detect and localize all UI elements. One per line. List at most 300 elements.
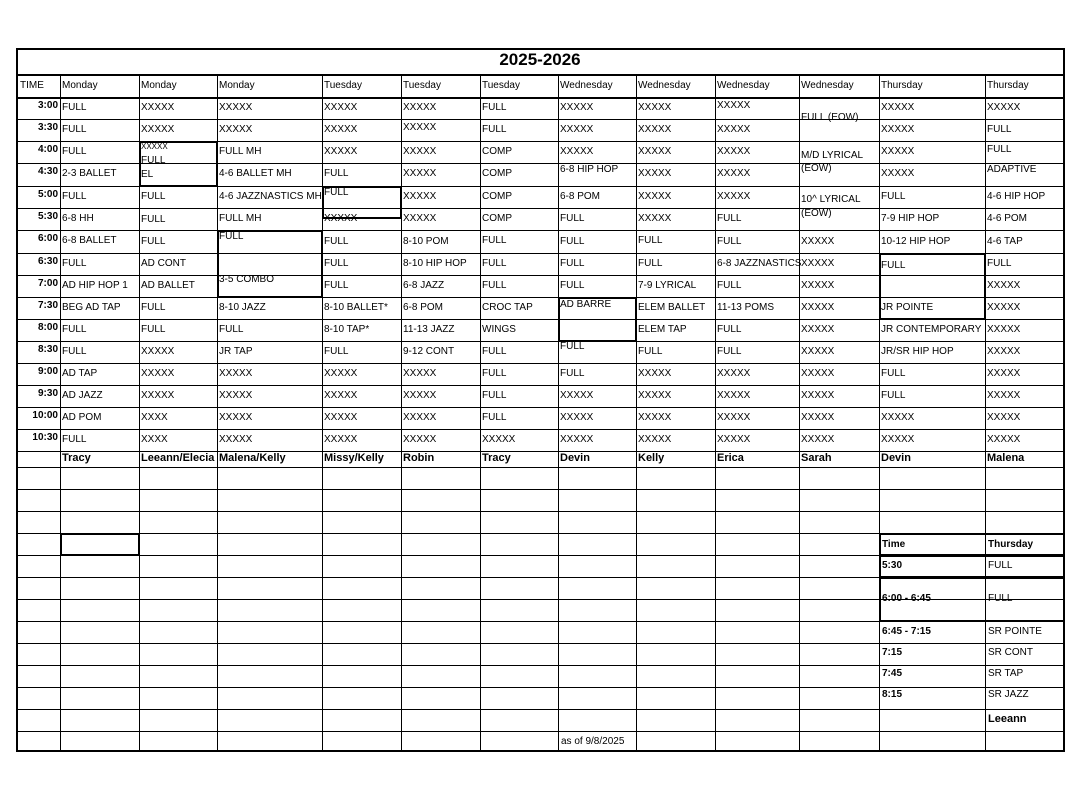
- page-title: 2025-2026: [499, 50, 581, 69]
- time-label: 9:00: [37, 366, 58, 377]
- row-line: [16, 643, 1064, 644]
- column-line: [480, 74, 481, 751]
- teacher-name: Robin: [403, 452, 435, 464]
- column-line: [799, 74, 800, 751]
- class-cell: XXXX: [141, 434, 168, 445]
- class-cell: XXXXX: [801, 302, 835, 313]
- teacher-name: Tracy: [482, 452, 511, 464]
- row-line: [16, 407, 1064, 408]
- class-cell: 4-6 TAP: [987, 236, 1023, 247]
- side-time-label: 7:45: [882, 668, 903, 679]
- class-cell: FULL: [62, 324, 87, 335]
- class-cell: XXXXX: [324, 390, 358, 401]
- row-line: [16, 275, 1064, 276]
- time-label: 3:00: [37, 100, 58, 111]
- column-line: [558, 74, 559, 751]
- column-line: [715, 74, 716, 751]
- class-cell: 6-8 HH: [62, 213, 94, 224]
- row-line: [16, 74, 1064, 76]
- class-cell: XXXXX: [638, 368, 672, 379]
- teacher-name: Kelly: [638, 452, 665, 464]
- row-line: [16, 341, 1064, 342]
- class-cell: 6-8 HIP HOP: [560, 164, 619, 175]
- class-cell: XXXXX: [560, 102, 594, 113]
- teacher-name: Missy/Kelly: [324, 452, 384, 464]
- side-time-header: Time: [882, 539, 906, 550]
- teacher-name: Leeann/Elecia: [141, 452, 215, 464]
- class-cell: XXXXX: [219, 412, 253, 423]
- day-header: Wednesday: [717, 80, 770, 91]
- row-line: [16, 687, 1064, 688]
- class-cell: 3-5 COMBO: [219, 274, 275, 285]
- as-of-date: as of 9/8/2025: [561, 736, 625, 747]
- side-time-label: 6:45 - 7:15: [882, 626, 931, 637]
- side-row-box: [1063, 555, 1065, 577]
- class-cell: FULL: [62, 346, 87, 357]
- row-line: [16, 429, 1064, 430]
- class-cell: 8-10 HIP HOP: [403, 258, 467, 269]
- class-cell: ELEM TAP: [638, 324, 687, 335]
- class-cell: XXXXX: [881, 412, 915, 423]
- time-label: 9:30: [37, 388, 58, 399]
- time-label: 4:00: [37, 144, 58, 155]
- class-cell: XXXXX: [403, 168, 437, 179]
- row-line: [16, 489, 1064, 490]
- class-cell: XXXXX: [801, 324, 835, 335]
- time-label: 8:00: [37, 322, 58, 333]
- class-cell: XXXXX: [403, 368, 437, 379]
- class-cell: FULL: [324, 187, 349, 198]
- class-cell: XXXXX: [801, 412, 835, 423]
- class-cell: FULL: [560, 258, 585, 269]
- class-cell: FULL: [987, 144, 1012, 155]
- class-cell: XXXXX: [560, 434, 594, 445]
- column-line: [60, 74, 61, 751]
- day-header: Monday: [141, 80, 177, 91]
- class-cell: 8-10 BALLET*: [324, 302, 388, 313]
- time-header: TIME: [20, 80, 44, 91]
- day-header: Wednesday: [560, 80, 613, 91]
- side-time-label: 6:00 - 6:45: [882, 593, 931, 604]
- class-cell: COMP: [482, 146, 512, 157]
- class-cell: FULL: [324, 258, 349, 269]
- class-cell: XXXXX: [324, 368, 358, 379]
- column-line: [879, 74, 880, 751]
- side-time-label: 7:15: [882, 647, 903, 658]
- time-label: 6:30: [37, 256, 58, 267]
- class-cell: COMP: [482, 168, 512, 179]
- class-cell: FULL: [482, 258, 507, 269]
- class-cell: XXXXX: [638, 390, 672, 401]
- class-cell: AD CONT: [141, 258, 186, 269]
- class-cell: 11-13 POMS: [717, 302, 775, 313]
- class-cell: FULL: [560, 280, 585, 291]
- time-label: 3:30: [37, 122, 58, 133]
- border-left: [16, 48, 18, 751]
- side-time-label: 8:15: [882, 689, 903, 700]
- class-cell: XXXXX: [560, 412, 594, 423]
- class-cell: 8-10 POM: [403, 236, 449, 247]
- time-label: 7:00: [37, 278, 58, 289]
- class-cell: XXXXX: [560, 390, 594, 401]
- side-row-box: [879, 555, 881, 577]
- class-cell: XXXXX: [881, 124, 915, 135]
- class-cell: (EOW): [801, 163, 832, 174]
- day-header: Monday: [219, 80, 255, 91]
- teacher-name: Devin: [560, 452, 590, 464]
- class-cell: FULL: [717, 280, 742, 291]
- class-cell: XXXXX: [219, 368, 253, 379]
- merged-cell: [321, 230, 323, 297]
- class-cell: XXXXX: [717, 146, 751, 157]
- row-line: [16, 731, 1064, 732]
- border-bottom: [16, 750, 1065, 752]
- class-cell: ELEM BALLET: [638, 302, 706, 313]
- day-header: Monday: [62, 80, 98, 91]
- class-cell: FULL: [482, 346, 507, 357]
- merged-cell: [879, 318, 985, 320]
- day-header: Tuesday: [403, 80, 441, 91]
- class-cell: 7-9 HIP HOP: [881, 213, 940, 224]
- class-cell: XXXXX: [881, 146, 915, 157]
- class-cell: XXXXX: [403, 146, 437, 157]
- class-cell: XXXXX: [881, 434, 915, 445]
- class-cell: FULL: [560, 236, 585, 247]
- class-cell: 6-8 POM: [560, 191, 601, 202]
- class-cell: 6-8 BALLET: [62, 235, 117, 246]
- selected-cell: [60, 533, 62, 555]
- class-cell: XXXXX: [141, 124, 175, 135]
- class-cell: FULL: [638, 235, 663, 246]
- class-cell: XXXXX: [717, 390, 751, 401]
- class-cell: XXXXX: [717, 124, 751, 135]
- side-class-cell: FULL: [988, 560, 1013, 571]
- day-header: Wednesday: [638, 80, 691, 91]
- class-cell: XXXXX: [987, 412, 1021, 423]
- side-class-cell: SR POINTE: [988, 626, 1042, 637]
- class-cell: CROC TAP: [482, 302, 533, 313]
- merged-cell: [139, 185, 217, 187]
- side-header-box: [879, 533, 881, 555]
- class-cell: FULL: [482, 124, 507, 135]
- class-cell: AD POM: [62, 412, 102, 423]
- class-cell: JR TAP: [219, 346, 253, 357]
- row-line: [16, 297, 1064, 298]
- class-cell: FULL: [482, 235, 507, 246]
- class-cell: XXXXX: [219, 124, 253, 135]
- class-cell: FULL: [482, 102, 507, 113]
- class-cell: FULL: [324, 168, 349, 179]
- time-label: 5:30: [37, 211, 58, 222]
- day-header: Thursday: [987, 80, 1029, 91]
- class-cell: XXXXX: [403, 390, 437, 401]
- row-line: [16, 467, 1064, 468]
- class-cell: XXXXX: [219, 102, 253, 113]
- row-line: [16, 511, 1064, 512]
- side-teacher-name: Leeann: [988, 713, 1027, 725]
- day-header: Thursday: [881, 80, 923, 91]
- class-cell: XXXXX: [638, 124, 672, 135]
- class-cell: XXXXX: [638, 191, 672, 202]
- merged-cell: [400, 186, 402, 218]
- teacher-name: Devin: [881, 452, 911, 464]
- class-cell: XXXXX: [638, 213, 672, 224]
- merged-cell: [635, 297, 637, 341]
- column-line: [401, 74, 402, 751]
- class-cell: XXXXX: [403, 412, 437, 423]
- class-cell: FULL: [482, 368, 507, 379]
- class-cell: FULL: [717, 213, 742, 224]
- class-cell: FULL: [482, 390, 507, 401]
- class-cell: FULL: [62, 258, 87, 269]
- day-header: Tuesday: [324, 80, 362, 91]
- class-cell: XXXXX: [324, 434, 358, 445]
- side-class-cell: SR CONT: [988, 647, 1033, 658]
- class-cell: FULL: [560, 213, 585, 224]
- class-cell: COMP: [482, 213, 512, 224]
- row-line: [16, 385, 1064, 386]
- class-cell: XXXXX: [801, 236, 835, 247]
- class-cell: AD JAZZ: [62, 390, 103, 401]
- class-cell: FULL: [560, 341, 585, 352]
- side-class-cell: SR TAP: [988, 668, 1024, 679]
- time-label: 4:30: [37, 166, 58, 177]
- selected-cell: [138, 533, 140, 555]
- side-row-box: [879, 577, 1064, 579]
- side-row-box: [879, 577, 881, 621]
- class-cell: FULL: [987, 124, 1012, 135]
- class-cell: FULL: [717, 346, 742, 357]
- class-cell: 10-12 HIP HOP: [881, 236, 951, 247]
- class-cell: XXXXX: [219, 434, 253, 445]
- row-line: [16, 709, 1064, 710]
- row-line: [16, 97, 1064, 99]
- time-label: 5:00: [37, 189, 58, 200]
- row-line: [16, 208, 1064, 209]
- class-cell: XXXXX: [403, 191, 437, 202]
- class-cell: XXXXX: [324, 146, 358, 157]
- class-cell: XXXXX: [717, 168, 751, 179]
- row-line: [16, 230, 1064, 231]
- selected-cell: [60, 554, 139, 556]
- class-cell: XXXXX: [324, 412, 358, 423]
- class-cell: FULL: [219, 231, 244, 242]
- class-cell: FULL: [62, 124, 87, 135]
- class-cell: XXXXX: [717, 100, 751, 111]
- class-cell: FULL: [62, 146, 87, 157]
- class-cell: XXXXX: [638, 434, 672, 445]
- class-cell: JR POINTE: [881, 302, 934, 313]
- class-cell: XXXXX: [801, 434, 835, 445]
- class-cell: FULL MH: [219, 146, 262, 157]
- merged-cell: [879, 253, 985, 255]
- class-cell: XXXXX: [801, 280, 835, 291]
- class-cell: AD TAP: [62, 368, 98, 379]
- side-header-box: [1063, 533, 1065, 555]
- class-cell: FULL: [717, 324, 742, 335]
- class-cell: XXXXX: [987, 102, 1021, 113]
- class-cell: JR/SR HIP HOP: [881, 346, 954, 357]
- class-cell: XXXXX: [801, 390, 835, 401]
- class-cell: FULL: [62, 191, 87, 202]
- class-cell: XXXXX: [324, 102, 358, 113]
- class-cell: FULL: [482, 280, 507, 291]
- class-cell: FULL: [62, 102, 87, 113]
- class-cell: XXXXX: [141, 142, 168, 151]
- class-cell: XXXXX: [638, 102, 672, 113]
- class-cell: FULL: [141, 191, 166, 202]
- class-cell: XXXXX: [987, 368, 1021, 379]
- class-cell: WINGS: [482, 324, 516, 335]
- time-label: 10:30: [32, 432, 58, 443]
- side-row-box: [879, 555, 1064, 557]
- class-cell: XXXXX: [987, 324, 1021, 335]
- class-cell: XXXXX: [801, 368, 835, 379]
- class-cell: FULL: [560, 368, 585, 379]
- side-time-label: 5:30: [882, 560, 903, 571]
- class-cell: FULL: [219, 324, 244, 335]
- column-line: [322, 74, 323, 751]
- class-cell: ADAPTIVE: [987, 164, 1037, 175]
- class-cell: AD BARRE: [560, 299, 612, 310]
- class-cell: AD BALLET: [141, 280, 195, 291]
- class-cell: FULL: [324, 280, 349, 291]
- class-cell: XXXXX: [141, 102, 175, 113]
- class-cell: FULL: [638, 346, 663, 357]
- class-cell: 9-12 CONT: [403, 346, 455, 357]
- class-cell: XXXXX: [881, 168, 915, 179]
- class-cell: XXXXX: [717, 368, 751, 379]
- class-cell: 2-3 BALLET: [62, 168, 117, 179]
- class-cell: FULL MH: [219, 213, 262, 224]
- side-day-header: Thursday: [988, 539, 1034, 550]
- class-cell: XXXXX: [403, 122, 437, 133]
- class-cell: 6-8 JAZZ: [403, 280, 445, 291]
- class-cell: 8-10 TAP*: [324, 324, 370, 335]
- row-line: [16, 163, 1064, 164]
- class-cell: XXXXX: [638, 168, 672, 179]
- class-cell: XXXXX: [717, 191, 751, 202]
- teacher-name: Malena: [987, 452, 1025, 464]
- class-cell: 6-8 POM: [403, 302, 444, 313]
- class-cell: FULL: [141, 236, 166, 247]
- class-cell: XXXXX: [403, 434, 437, 445]
- class-cell: AD HIP HOP 1: [62, 280, 128, 291]
- side-class-cell: SR JAZZ: [988, 689, 1029, 700]
- row-line: [16, 119, 1064, 120]
- class-cell: 4-6 HIP HOP: [987, 191, 1046, 202]
- class-cell: XXXXX: [638, 146, 672, 157]
- class-cell: XXXXX: [403, 102, 437, 113]
- class-cell: (EOW): [801, 208, 832, 219]
- class-cell: XXXXX: [219, 390, 253, 401]
- class-cell: 4-6 JAZZNASTICS MH: [219, 191, 322, 202]
- selected-cell: [60, 533, 139, 535]
- class-cell: JR CONTEMPORARY: [881, 324, 982, 335]
- class-cell: COMP: [482, 191, 512, 202]
- class-cell: FULL: [324, 346, 349, 357]
- class-cell: XXXXX: [987, 346, 1021, 357]
- class-cell: XXXX: [141, 412, 168, 423]
- class-cell: FULL: [482, 412, 507, 423]
- row-line: [16, 363, 1064, 364]
- class-cell: 4-6 BALLET MH: [219, 168, 292, 179]
- class-cell: FULL: [324, 236, 349, 247]
- class-cell: 8-10 JAZZ: [219, 302, 266, 313]
- teacher-name: Sarah: [801, 452, 832, 464]
- class-cell: XXXXX: [717, 434, 751, 445]
- side-header-box: [879, 533, 1064, 535]
- time-label: 8:30: [37, 344, 58, 355]
- class-cell: FULL: [141, 324, 166, 335]
- class-cell: FULL: [62, 434, 87, 445]
- class-cell: 7-9 LYRICAL: [638, 280, 697, 291]
- class-cell: XXXXX: [141, 368, 175, 379]
- class-cell: XXXXX: [881, 102, 915, 113]
- day-header: Wednesday: [801, 80, 854, 91]
- time-label: 7:30: [37, 300, 58, 311]
- class-cell: FULL (EOW): [801, 112, 859, 123]
- border-right: [1063, 48, 1065, 751]
- class-cell: XXXXX: [560, 124, 594, 135]
- class-cell: XXXXX: [141, 346, 175, 357]
- time-label: 10:00: [32, 410, 58, 421]
- class-cell: FULL: [141, 302, 166, 313]
- class-cell: EL: [141, 169, 154, 180]
- class-cell: 10^ LYRICAL: [801, 194, 861, 205]
- row-line: [16, 665, 1064, 666]
- class-cell: XXXXX: [987, 390, 1021, 401]
- class-cell: FULL: [141, 155, 166, 166]
- class-cell: XXXXX: [403, 213, 437, 224]
- class-cell: FULL: [881, 390, 906, 401]
- teacher-name: Malena/Kelly: [219, 452, 286, 464]
- class-cell: XXXXX: [987, 434, 1021, 445]
- class-cell: FULL: [717, 236, 742, 247]
- teacher-name: Erica: [717, 452, 744, 464]
- column-line: [636, 74, 637, 751]
- class-cell: FULL: [638, 258, 663, 269]
- class-cell: 6-8 JAZZNASTICS: [717, 258, 802, 269]
- side-row-box: [1063, 577, 1065, 621]
- class-cell: XXXXX: [324, 213, 358, 224]
- day-header: Tuesday: [482, 80, 520, 91]
- merged-cell: [216, 141, 218, 186]
- class-cell: XXXXX: [717, 412, 751, 423]
- class-cell: XXXXX: [482, 434, 516, 445]
- class-cell: FULL: [881, 368, 906, 379]
- class-cell: FULL: [881, 260, 906, 271]
- class-cell: FULL: [987, 258, 1012, 269]
- class-cell: 11-13 JAZZ: [403, 324, 455, 335]
- class-cell: 4-6 POM: [987, 213, 1028, 224]
- class-cell: XXXXX: [141, 390, 175, 401]
- class-cell: XXXXX: [987, 280, 1021, 291]
- merged-cell: [217, 296, 322, 298]
- class-cell: XXXXX: [638, 412, 672, 423]
- class-cell: FULL: [881, 191, 906, 202]
- class-cell: XXXXX: [560, 146, 594, 157]
- side-row-box: [879, 620, 1064, 622]
- class-cell: FULL: [141, 214, 166, 225]
- class-cell: M/D LYRICAL: [801, 150, 864, 161]
- side-class-cell: FULL: [988, 593, 1013, 604]
- class-cell: XXXXX: [987, 302, 1021, 313]
- class-cell: XXXXX: [801, 346, 835, 357]
- time-label: 6:00: [37, 233, 58, 244]
- merged-cell: [984, 253, 986, 319]
- class-cell: BEG AD TAP: [62, 302, 121, 313]
